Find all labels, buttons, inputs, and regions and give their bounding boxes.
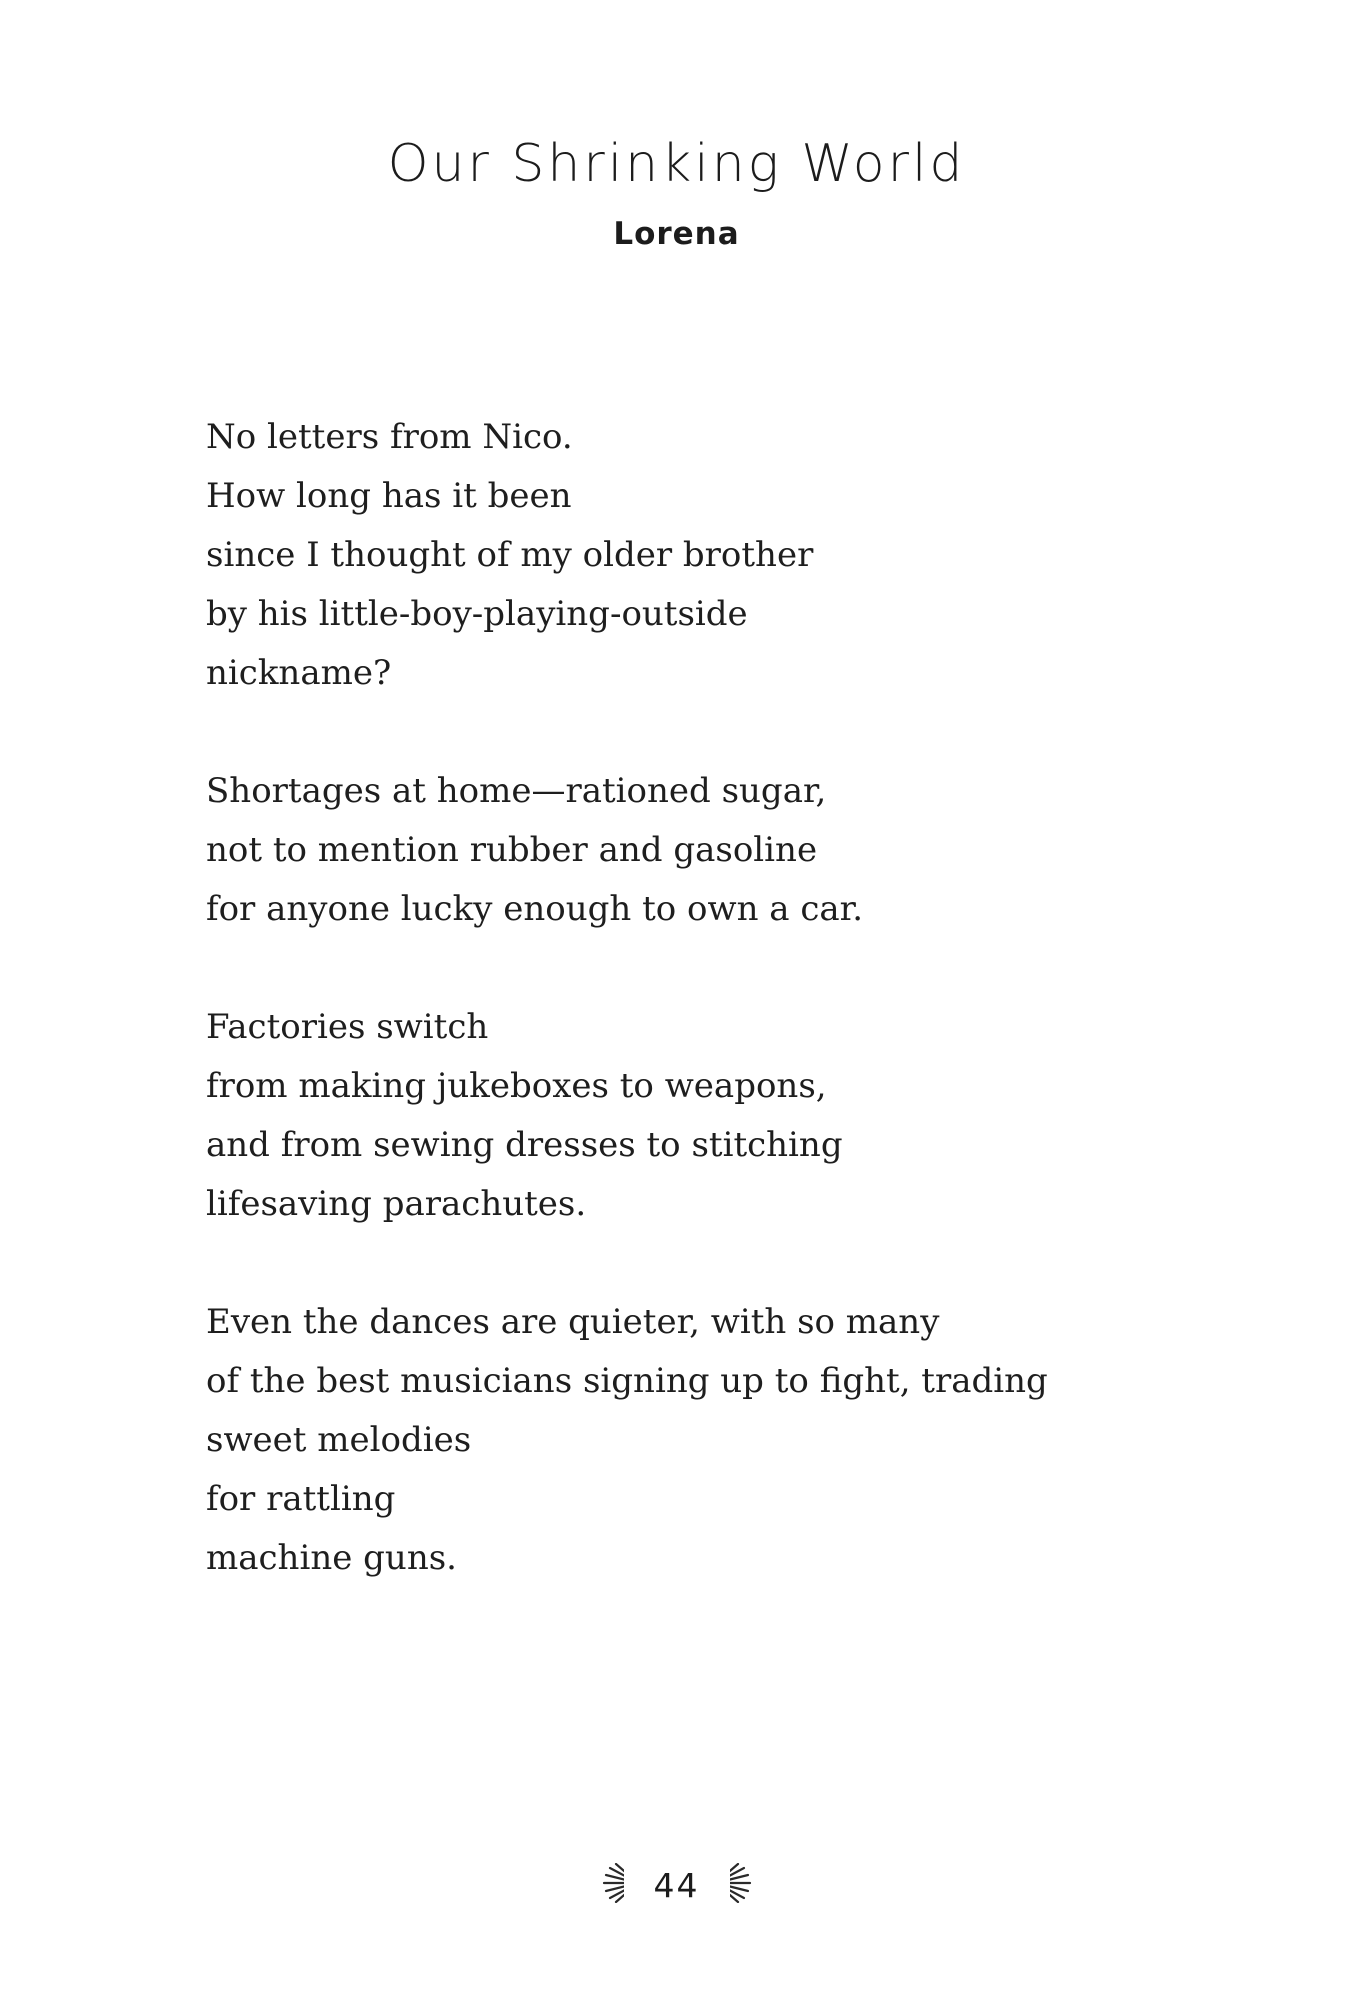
poem-line: machine guns.: [206, 1538, 457, 1578]
stanza: [206, 762, 1206, 939]
poem-line: Shortages at home—rationed sugar,: [206, 771, 827, 811]
poem-title: Our Shrinking World: [387, 134, 966, 194]
stanza: [206, 408, 1206, 703]
poem-line: lifesaving parachutes.: [206, 1184, 587, 1224]
sunburst-ornament-icon: [712, 1863, 756, 1908]
poem-line: Even the dances are quieter, with so many: [206, 1302, 940, 1342]
poem-line: Factories switch: [206, 1007, 489, 1047]
poem-speaker: Lorena: [613, 216, 740, 252]
poem-line: How long has it been: [206, 476, 572, 516]
poem-line: for anyone lucky enough to own a car.: [206, 889, 864, 929]
stanza: [206, 1293, 1206, 1588]
page-folio: [0, 1860, 1353, 1910]
poem-line: No letters from Nico.: [206, 417, 573, 457]
poem-line: for rattling: [206, 1479, 396, 1519]
poem-line: of the best musicians signing up to fight, trading: [206, 1361, 1048, 1401]
poem-line: sweet melodies: [206, 1420, 472, 1460]
poem-line: and from sewing dresses to stitching: [206, 1125, 843, 1165]
poem-body: [206, 408, 1206, 1647]
poem-line: not to mention rubber and gasoline: [206, 830, 818, 870]
poem-line: nickname?: [206, 653, 392, 693]
poem-line: from making jukeboxes to weapons,: [206, 1066, 827, 1106]
poem-line: by his little-boy-playing-outside: [206, 594, 748, 634]
stanza: [206, 998, 1206, 1234]
page-number: 44: [653, 1865, 700, 1905]
poem-line: since I thought of my older brother: [206, 535, 814, 575]
sunburst-ornament-icon: [598, 1863, 642, 1908]
